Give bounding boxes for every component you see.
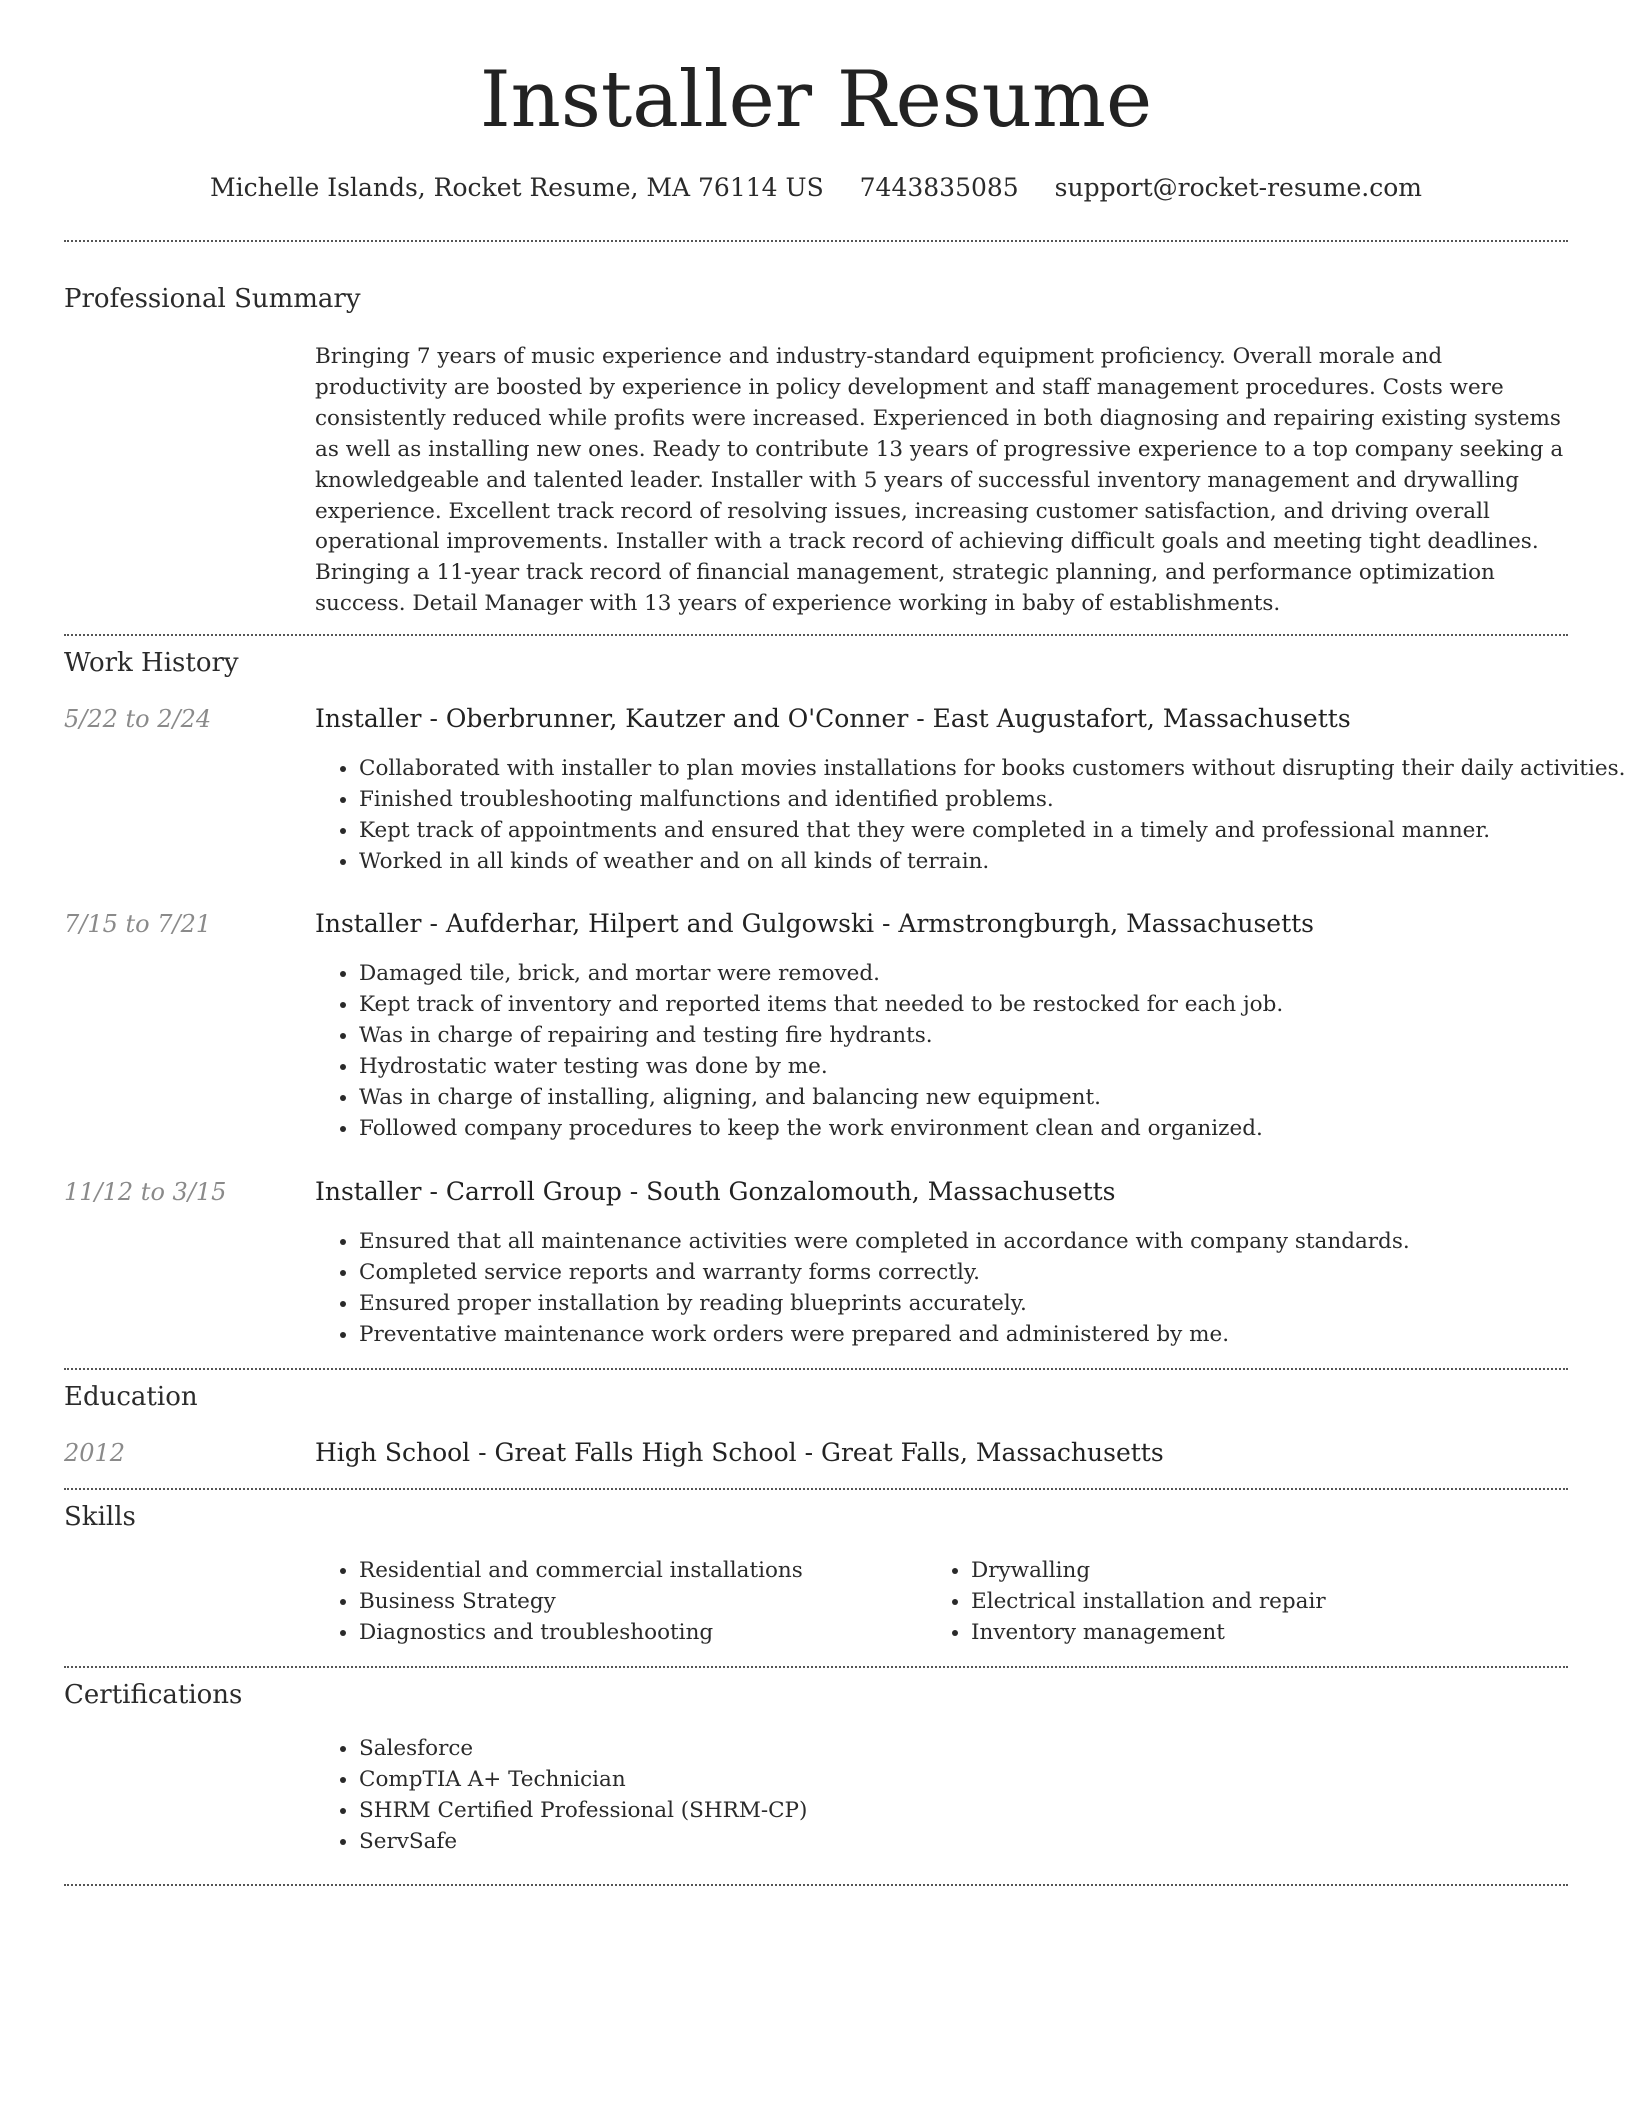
list-item: • Electrical installation and repair [971,1586,1326,1617]
job-bullets [315,1226,1410,1350]
section-heading-work-history: Work History [64,648,239,678]
list-item: • CompTIA A+ Technician [359,1764,807,1795]
list-item: • Was in charge of repairing and testing fire hydrants. [359,1020,1283,1051]
job-dates: 11/12 to 3/15 [64,1178,227,1206]
list-item: • Drywalling [971,1555,1326,1586]
list-item: • SHRM Certified Professional (SHRM-CP) [359,1795,807,1826]
job-bullets [315,753,1625,877]
resume-title: Installer Resume [479,55,1153,145]
list-item: • Business Strategy [359,1586,803,1617]
list-item: • Inventory management [971,1617,1326,1648]
job-dates: 5/22 to 2/24 [64,705,212,733]
list-item: • Collaborated with installer to plan movies installations for books customers without disrupting their daily activities. [359,753,1625,784]
list-item: • Ensured that all maintenance activities were completed in accordance with company standards. [359,1226,1410,1257]
skills-list-right [927,1555,1326,1648]
section-heading-summary: Professional Summary [64,284,361,314]
divider [64,634,1568,636]
list-item: • Worked in all kinds of weather and on all kinds of terrain. [359,846,1625,877]
list-item: • Damaged tile, brick, and mortar were removed. [359,958,1283,989]
section-heading-certifications: Certifications [64,1680,243,1710]
list-item: • Finished troubleshooting malfunctions and identified problems. [359,784,1625,815]
job-title: Installer - Carroll Group - South Gonzalomouth, Massachusetts [315,1177,1116,1206]
education-year: 2012 [64,1439,126,1467]
contact-phone: 7443835085 [859,173,1019,202]
certifications-list [315,1733,807,1857]
divider [64,1884,1568,1886]
section-heading-education: Education [64,1382,198,1412]
list-item: • Diagnostics and troubleshooting [359,1617,803,1648]
skills-list-left [315,1555,803,1648]
job-bullets [315,958,1283,1144]
list-item: • Ensured proper installation by reading blueprints accurately. [359,1288,1410,1319]
section-heading-skills: Skills [64,1502,136,1532]
job-dates: 7/15 to 7/21 [64,910,212,938]
divider [64,1488,1568,1490]
divider [64,1666,1568,1668]
divider [64,240,1568,242]
list-item: • Was in charge of installing, aligning, and balancing new equipment. [359,1082,1283,1113]
list-item: • Residential and commercial installations [359,1555,803,1586]
job-title: Installer - Aufderhar, Hilpert and Gulgowski - Armstrongburgh, Massachusetts [315,909,1314,938]
summary-text: Bringing 7 years of music experience and industry-standard equipment proficiency. Overall morale and productivity are boosted by experience in policy development and staff management procedures. Costs were consistently reduced while profits were increased. Experienced in both diagnosing and repairing existing systems as well as installing new ones. Ready to contribute 13 years of progressive experience to a top company seeking a knowledgeable and talented leader. Installer with 5 years of successful inventory management and drywalling experience. Excellent track record of resolving issues, increasing customer satisfaction, and driving overall operational improvements. Installer with a track record of achieving difficult goals and meeting tight deadlines. Bringing a 11-year track record of financial management, strategic planning, and performance optimization success. Detail Manager with 13 years of experience working in baby of establishments. [315,344,1564,617]
list-item: • Preventative maintenance work orders were prepared and administered by me. [359,1319,1410,1350]
divider [64,1368,1568,1370]
list-item: • Followed company procedures to keep the work environment clean and organized. [359,1113,1283,1144]
list-item: • Completed service reports and warranty forms correctly. [359,1257,1410,1288]
job-title: Installer - Oberbrunner, Kautzer and O'Conner - East Augustafort, Massachusetts [315,704,1351,733]
contact-email: support@rocket-resume.com [1054,173,1422,202]
list-item: • Kept track of inventory and reported items that needed to be restocked for each job. [359,989,1283,1020]
list-item: • Hydrostatic water testing was done by me. [359,1051,1283,1082]
education-entry: High School - Great Falls High School - Great Falls, Massachusetts [315,1438,1164,1467]
list-item: • ServSafe [359,1826,807,1857]
list-item: • Salesforce [359,1733,807,1764]
list-item: • Kept track of appointments and ensured that they were completed in a timely and professional manner. [359,815,1625,846]
contact-line [0,170,1632,206]
contact-address: Michelle Islands, Rocket Resume, MA 76114 US [210,173,824,202]
